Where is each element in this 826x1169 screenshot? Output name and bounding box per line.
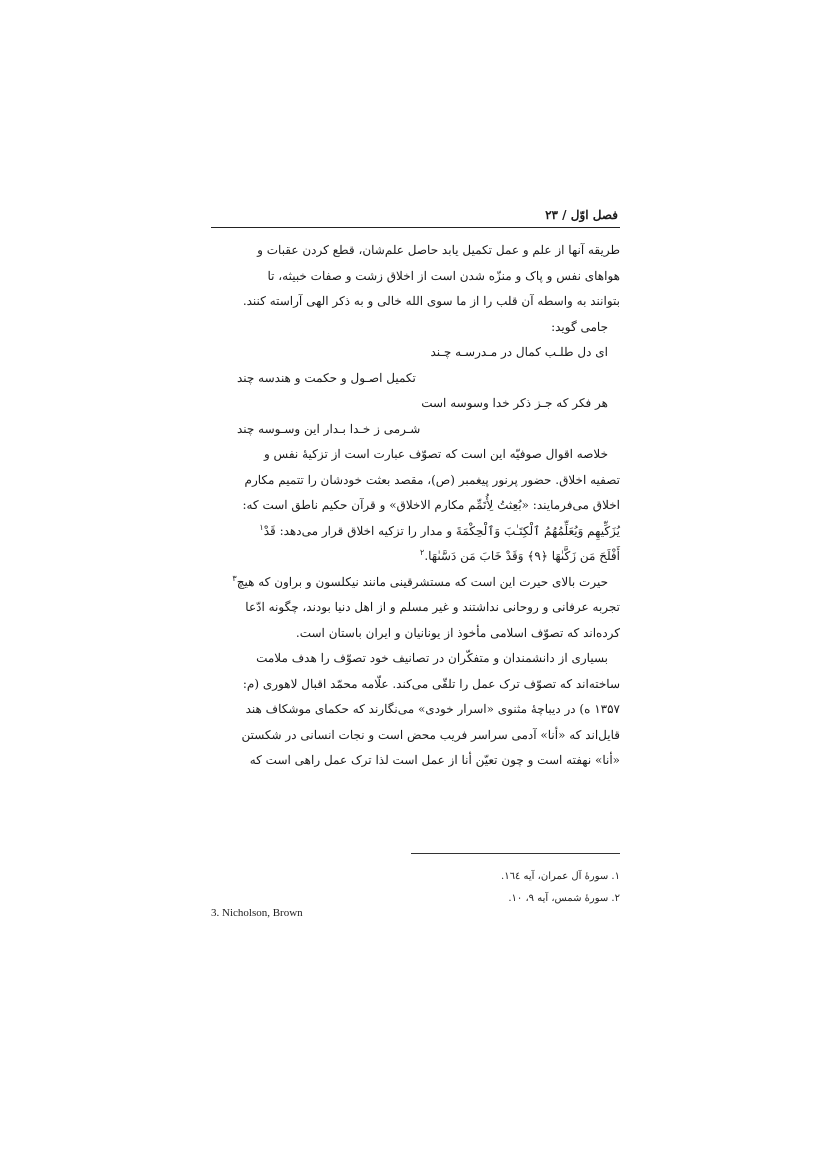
paragraph-line: هواهای نفس و پاک و منزّه شدن است از اخلاق زشت و صفات خبیثه، تا [267,268,620,283]
footnote-mark-1: ۱ [259,522,264,532]
footnote-mark-3: ۳ [232,573,237,583]
paragraph-line: ساخته‌اند که تصوّف ترک عمل را تلقّی می‌کند. علّامه محمّد اقبال لاهوری (م: [242,676,620,691]
paragraph-line: تجربه عرفانی و روحانی نداشتند و غیر مسلم و از اهل دنیا بودند، چگونه ادّعا [245,600,620,614]
jami-intro: جامی گوید: [551,319,608,334]
footnote-1: ۱. سورهٔ آل عمران، آیه ۱٦٤. [501,871,620,882]
paragraph-line: بسیاری از دانشمندان و متفکّران در تصانیف خود تصوّف را هدف ملامت [256,651,608,665]
paragraph-line: تصفیه اخلاق. حضور پرنور پیغمبر (ص)، مقصد بعثت خودشان را تتمیم مکارم [244,472,620,487]
page-body [211,203,620,774]
footnote-mark-2: ۲ [420,548,425,557]
footnotes [380,866,620,910]
paragraph-line: اخلاق می‌فرمایند: «بُعِثتُ لِأُتَمِّم مکارم الاخلاق» و قرآن حکیم ناطق است که: [242,498,620,512]
quran-line [211,544,620,570]
paragraph-line: «أنا» نهفته است و چون تعیّن أنا از عمل است لذا ترک عمل راهی است که [249,753,620,767]
quran-text: یُزَكِّيهِم وَيُعَلِّمُهُمُ ٱلْكِتَـٰبَ وَٱلْحِكْمَةَ و مدار را تزکیه اخلاق قرار می‌دهد: قَدْ [263,523,620,538]
paragraph-line: بتوانند به واسطه آن قلب را از ما سوی الله خالی و به ذکر الهی آراسته کنند. [242,294,620,308]
quran-line [211,519,620,545]
paragraph-line: کرده‌اند که تصوّف اسلامی مأخوذ از یونانیان و ایران باستان است. [295,625,620,640]
footnote-3: 3. Nicholson, Brown [211,907,303,919]
footnote-2: ۲. سورهٔ شمس، آیه ۹، ۱۰. [508,893,620,904]
paragraph-line: قایل‌اند که «أنا» آدمی سراسر فریب محض است و نجات انسانی در شکستن [241,727,620,742]
quran-text: أَفْلَحَ مَن زَكَّىٰهَا ﴿٩﴾ وَقَدْ خَابَ مَن دَسَّىٰهَا. [424,549,620,563]
verse-line: تکمیل اصـول و حکمت و هندسه چند [237,370,416,385]
paragraph-line: خلاصه اقوال صوفیّه این است که تصوّف عبارت است از تزکیهٔ نفس و [263,447,608,461]
verse-line: شـرمی ز خـدا بـدار این وسـوسه چند [237,421,421,436]
verse-line: ای دل طلـب کمال در مـدرسـه چـند [430,345,608,359]
footnote-divider [411,853,620,854]
paragraph-line [211,570,620,596]
paragraph-line: طریقه آنها از علم و عمل تکمیل یابد حاصل علم‌شان، قطع کردن عقبات و [257,243,620,257]
paragraph-line: ۱۳۵۷ ه) در دیباچهٔ مثنوی «اسرار خودی» می‌نگارند که حکمای موشکاف هند [245,702,620,716]
verse-line: هر فکر که جـز ذکر خدا وسوسه است [421,396,608,410]
running-head: فصل اوّل / ۲۳ [211,203,620,228]
paragraph-text: حیرت بالای حیرت این است که مستشرقینی مانند نیکلسون و براون که هیچ [236,574,608,589]
